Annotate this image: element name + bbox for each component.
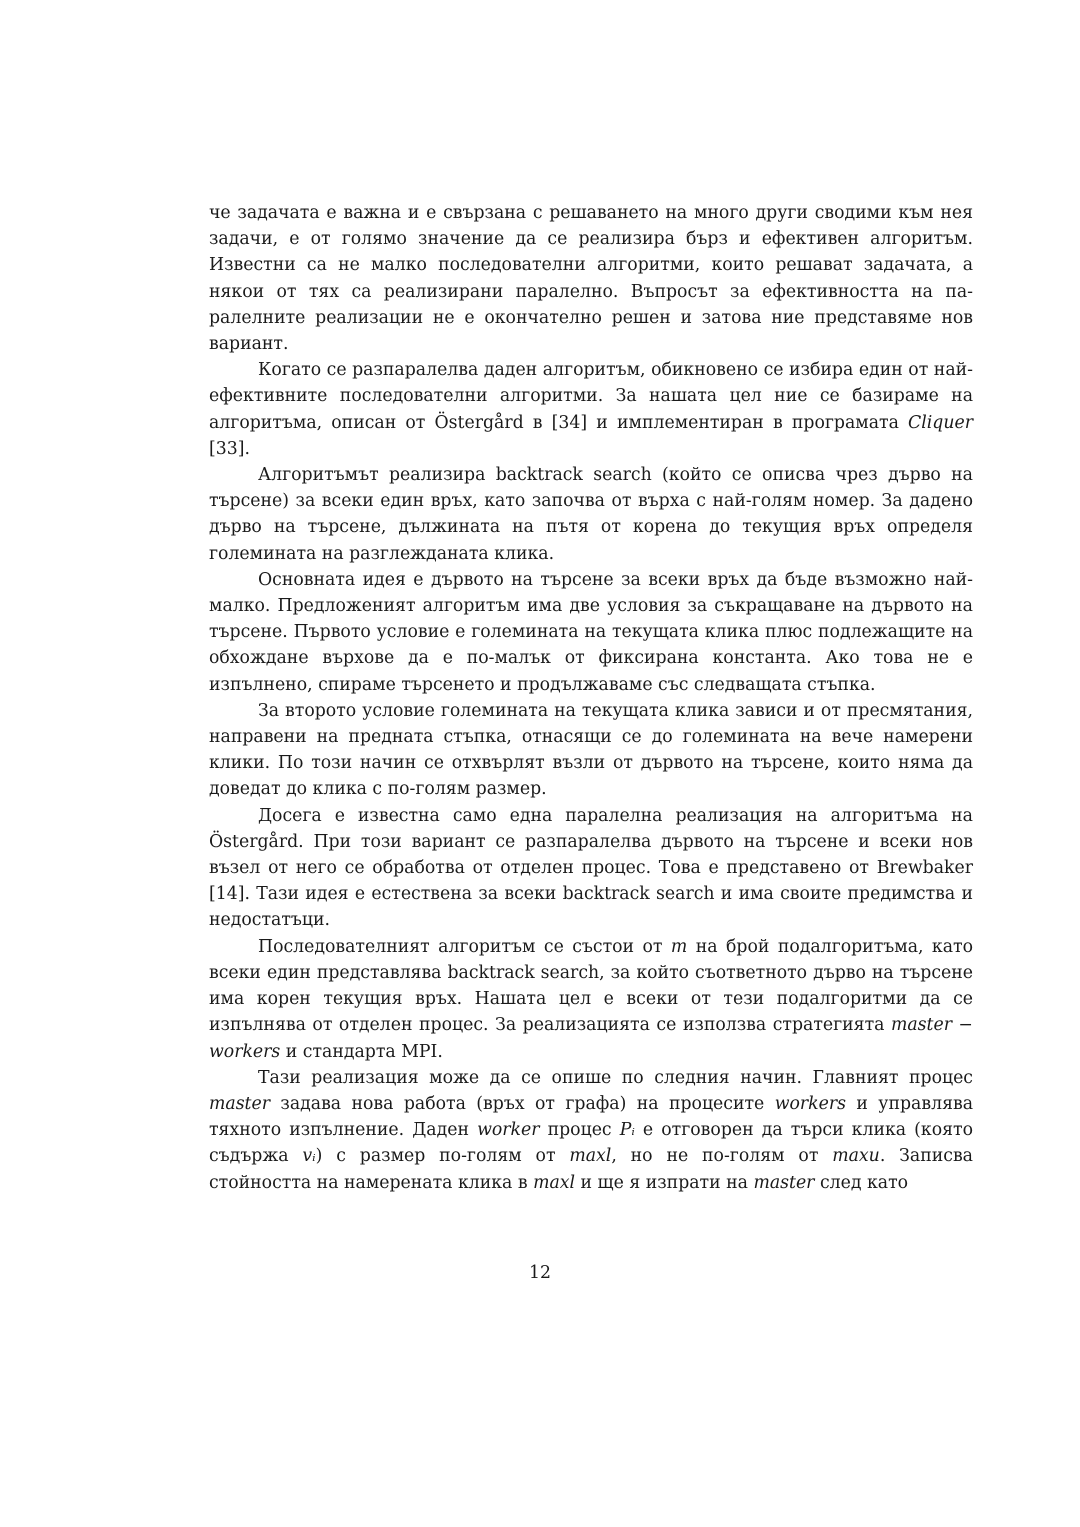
- math-term: Pᵢ: [619, 1120, 635, 1141]
- text-run: на брой подалгоритъма, като всеки един представлява backtrack search, за който съответното дърво на търсене има корен текущия връх. Нашата цел е всеки от тези подалгоритми да се изпълнява от отделен процес. За реализацията се използва стратегията: [209, 936, 973, 1036]
- paragraph: [209, 698, 973, 803]
- paragraph: [209, 462, 973, 567]
- body-text: [209, 200, 973, 1196]
- text-run: Последователният алгоритъм се състои от: [258, 936, 671, 957]
- text-run: Алгоритъмът реализира backtrack search (който се описва чрез дърво на търсене) за всеки един връх, като започва от върха с най-голям номер. За дадено дърво на търсене, дължината на пътя от корена до текущия връх определя големината на разглежданата клика.: [209, 465, 973, 564]
- text-run: и управлява тяхното изпълнение. Даден: [209, 1093, 973, 1141]
- math-term: Cliquer: [908, 412, 973, 433]
- math-term: master: [209, 1093, 270, 1114]
- math-term: master: [753, 1172, 815, 1193]
- math-term: vᵢ: [302, 1146, 316, 1167]
- text-run: и стандарта MPI.: [280, 1041, 443, 1062]
- text-run: Когато се разпаралелва даден алгоритъм, обикновено се избира един от най-ефективните последователни алгоритми. За нашата цел ние се базираме на алгоритъма, описан от Östergård в [34] и имплементиран в програмата: [209, 360, 973, 433]
- text-run: Тази реализация може да се опише по следния начин. Главният процес: [258, 1067, 973, 1088]
- math-term: workers: [774, 1093, 846, 1114]
- text-run: е отговорен да търси клика (която съдържа: [209, 1120, 973, 1167]
- text-run: ) с размер по-голям от: [315, 1146, 570, 1167]
- text-run: след като: [814, 1172, 909, 1193]
- text-run: [33].: [209, 438, 250, 459]
- paragraph: [209, 803, 973, 934]
- math-term: m: [670, 936, 688, 957]
- text-run: и ще я изпрати на: [575, 1172, 754, 1193]
- text-run: , но не по-голям от: [611, 1146, 833, 1167]
- text-run: процес: [539, 1120, 620, 1141]
- text-run: . Записва стойността на намерената клика в: [209, 1146, 973, 1193]
- math-term: maxl: [569, 1146, 612, 1167]
- paragraph: [209, 200, 973, 357]
- text-run: задава нова работа (връх от графа) на процесите: [270, 1093, 775, 1114]
- text-run: Основната идея е дървото на търсене за всеки връх да бъде възможно най-малко. Предложеният алгоритъм има две условия за съкращаване на дървото на търсене. Първото условие е големината на текущата клика плюс подлежащите на обхождане върхове да е по-малък от фиксирана константа. Ако това не е изпълнено, спираме търсенето и продължаваме със следващата стъпка.: [209, 569, 973, 695]
- paragraph: [209, 567, 973, 698]
- math-term: maxu: [832, 1146, 880, 1167]
- paragraph: [209, 357, 973, 462]
- paragraph: [209, 934, 973, 1065]
- text-run: Досега е известна само една паралелна реализация на алгоритъма на Östergård. При този вариант се разпаралелва дървото на търсене и всеки нов възел от него се обработва от отделен процес. Това е представено от Brewbaker [14]. Тази идея е естествена за всеки backtrack search и има своите предимства и недостатъци.: [209, 805, 973, 931]
- text-run: че задачата е важна и е свързана с решаването на много други сводими към нея задачи, е от голямо значение да се реализира бърз и ефективен алгоритъм. Известни са не малко последователни алгоритми, които решават задачата, а някои от тях са реализирани паралелно. Въпросът за ефективността на паралелните реализации не е окончателно решен и затова ние представяме нов вариант.: [209, 203, 973, 355]
- math-term: maxl: [533, 1172, 576, 1193]
- page-number: 12: [529, 1263, 551, 1283]
- math-term: worker: [477, 1120, 540, 1141]
- text-run: За второто условие големината на текущата клика зависи и от пресмятания, направени на предната стъпка, отнасящи се до големината на вече намерени клики. По този начин се отхвърлят възли от дървото на търсене, които няма да доведат до клика с по-голям размер.: [209, 700, 973, 800]
- paragraph: [209, 1065, 973, 1196]
- math-term: master − workers: [209, 1015, 973, 1062]
